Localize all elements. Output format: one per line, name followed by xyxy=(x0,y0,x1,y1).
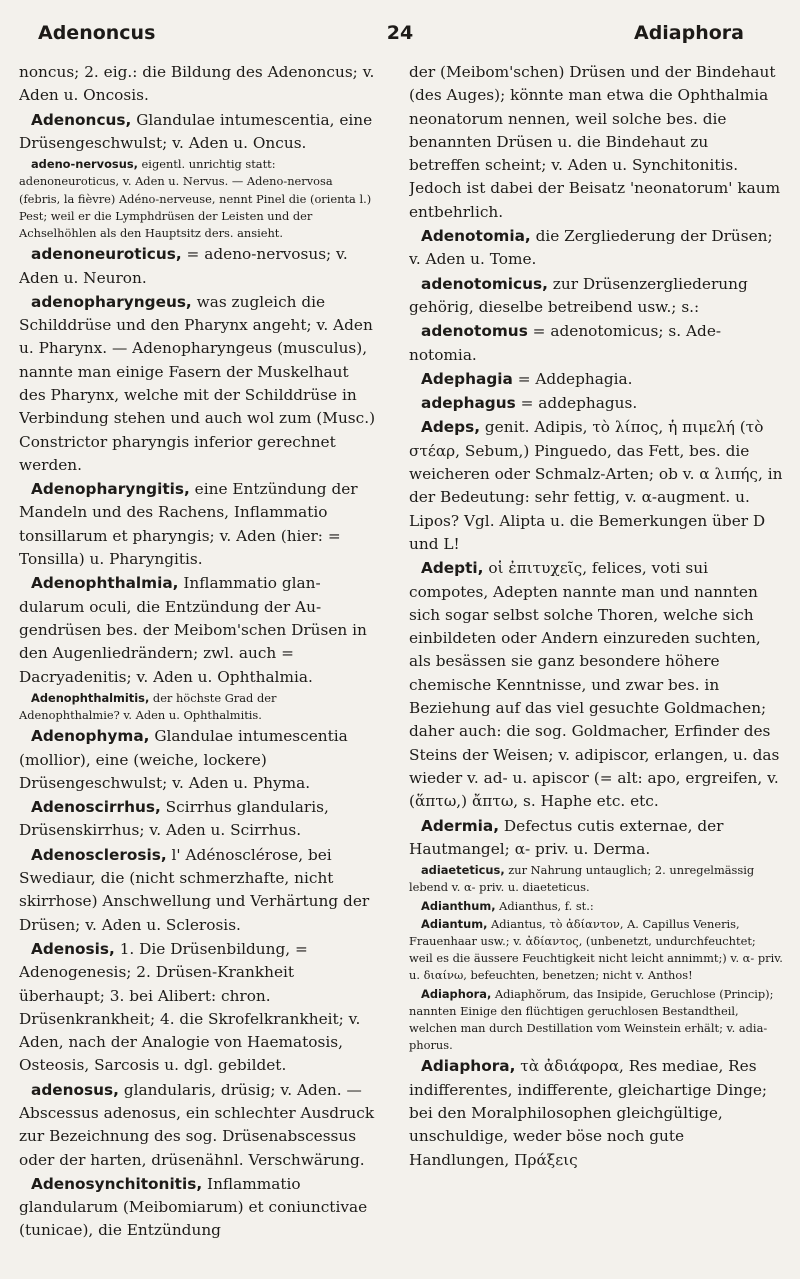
dictionary-entry xyxy=(19,844,377,937)
entry-text: der (Meibom'schen) Drüsen und der Bindehaut (des Auges); könnte man etwa die Ophthalmia neonatorum nennen, weil solche bes. die benannten Drüsen u. die Bindehaut zu betreffen scheint; v. Aden u. Synchitonitis. Jedoch ist dabei der Beisatz 'neonatorum' kaum entbehrlich. xyxy=(409,63,781,221)
entry-headword: Adeps, xyxy=(421,418,481,437)
entry-text: glandularis, drüsig; v. Aden. — Abscessus adenosus, ein schlechter Ausdruck zur Bezeichnung des sog. Drüsenabscessus oder der harten, drüsenähnl. Verschwärung. xyxy=(19,1080,375,1169)
entry-headword: Adenoscirrhus, xyxy=(31,798,161,817)
dictionary-entry xyxy=(409,862,783,896)
dictionary-entry xyxy=(19,938,377,1078)
entry-text: Adianthus, f. st.: xyxy=(495,898,594,913)
entry-text: l' Adénosclérose, bei Swediaur, die (nicht schmerzhafte, nicht skirrhose) Anschwellung und Verhärtung der Drüsen; v. Aden u. Sclerosis. xyxy=(19,845,370,934)
dictionary-entry xyxy=(409,392,783,415)
dictionary-entry xyxy=(19,796,377,843)
entry-text: οἱ ἐπιτυχεῖς, felices, voti sui compotes, Adepten nannte man und nannten sich sogar selbst solche Thoren, welche sich einbildeten oder Andern einzureden suchten, als besässen sie ganz besondere höhere chemische Kenntnisse, und zwar bes. in Beziehung auf das viel gesuchte Goldmachen; daher auch: die sog. Goldmacher, Erfinder des Steins der Weisen; v. adipiscor, erlangen, u. das wieder v. ad- u. apiscor (= alt: apo, ergreifen, v. (ἅπτω,) ἄπτω, s. Haphe etc. etc. xyxy=(409,559,780,811)
dictionary-entry xyxy=(409,368,783,391)
entry-text: die Zergliederung der Drüsen; v. Aden u. Tome. xyxy=(409,227,773,269)
entry-headword: adiaeteticus, xyxy=(421,863,505,878)
entry-text: der höchste Grad der Adenophthalmie? v. Aden u. Ophthalmitis. xyxy=(19,690,277,723)
entry-headword: Adenosclerosis, xyxy=(31,845,167,864)
entry-text: τὰ ἀδιάφορα, Res mediae, Res indifferentes, indifferente, gleichartige Dinge; bei den Moralphilosophen gleichgültige, unschuldige, weder böse noch gute Handlungen, Πράξεις xyxy=(409,1057,768,1169)
header-left-word: Adenoncus xyxy=(38,22,156,44)
entry-text: Adiaphŏrum, das Insipide, Geruchlose (Princip); nannten Einige den flüchtigen geruchlosen Bestandtheil, welchen man durch Destillation vom Weinstein erhält; v. adiaphorus. xyxy=(409,986,774,1053)
dictionary-entry xyxy=(19,61,377,108)
dictionary-entry xyxy=(19,243,377,290)
entry-text: zur Drüsenzergliederung gehörig, dieselbe betreibend usw.; s.: xyxy=(409,274,748,316)
dictionary-entry xyxy=(409,416,783,556)
entry-text: Glandulae intumescentia (mollior), eine (weiche, lockere) Drüsengeschwulst; v. Aden u. Phyma. xyxy=(19,727,348,792)
entry-text: Inflammatio glandularum oculi, die Entzündung der Augendrüsen bes. der Meibom'schen Drüsen in den Augenliedrändern; zwl. auch = Dacryadenitis; v. Aden u. Ophthalmia. xyxy=(19,574,367,686)
running-header xyxy=(0,22,800,56)
dictionary-entry xyxy=(409,273,783,320)
entry-headword: Adiantum, xyxy=(421,916,488,931)
entry-headword: adenosus, xyxy=(31,1080,119,1099)
entry-headword: Adenophthalmia, xyxy=(31,574,179,593)
entry-text: 1. Die Drüsenbildung, = Adenogenesis; 2. Drüsen-Krankheit überhaupt; 3. bei Alibert: chron. Drüsenkrankheit; 4. die Skrofelkrankheit; v. Aden, nach der Analogie von Haematosis, Osteosis, Sarcosis u. dgl. gebildet. xyxy=(19,939,361,1075)
right-column xyxy=(409,61,783,1271)
entry-text: Adiantus, τὸ ἀδίαντον, A. Capillus Veneris, Frauenhaar usw.; v. ἀδίαντος, (unbenetzt, undurchfeuchtet; weil es die äussere Feuchtigkeit nicht leicht annimmt;) v. α- priv. u. διαίνω, befeuchten, benetzen; nicht v. Anthos! xyxy=(409,916,783,983)
entry-headword: adenotomicus, xyxy=(421,274,548,293)
entry-headword: Adenotomia, xyxy=(421,227,531,246)
entry-text: Defectus cutis externae, der Hautmangel; α- priv. u. Derma. xyxy=(409,816,724,858)
entry-text: noncus; 2. eig.: die Bildung des Adenoncus; v. Aden u. Oncosis. xyxy=(19,63,375,105)
dictionary-entry xyxy=(409,898,783,915)
entry-headword: Adenoncus, xyxy=(31,110,132,129)
entry-text: genit. Adipis, τὸ λίπος, ἡ πιμελή (τὸ στέαρ, Sebum,) Pinguedo, das Fett, bes. die weicheren oder Schmalz-Arten; ob v. α λιπής, in der Bedeutung: sehr fettig, v. α-augment. u. Lipos? Vgl. Alipta u. die Bemerkungen über D und L! xyxy=(409,418,783,553)
entry-headword: adeno-nervosus, xyxy=(31,157,138,172)
entry-headword: adenopharyngeus, xyxy=(31,292,192,311)
dictionary-entry xyxy=(19,109,377,156)
entry-text: = addephagus. xyxy=(515,394,638,413)
dictionary-entry xyxy=(19,156,377,242)
entry-text: eigentl. unrichtig statt: adenoneuroticus, v. Aden u. Nervus. — Adeno-nervosa (febris, la fièvre) Adéno-nerveuse, nennt Pinel die (orienta l.) Pest; weil er die Lymphdrüsen der Leisten und der Achselhöhlen als den Hauptsitz ders. ansieht. xyxy=(19,157,372,240)
entry-headword: Adenosynchitonitis, xyxy=(31,1174,203,1193)
dictionary-entry xyxy=(19,478,377,571)
dictionary-entry xyxy=(409,557,783,813)
dictionary-entry xyxy=(409,815,783,862)
entry-text: Glandulae intumescentia, eine Drüsengeschwulst; v. Aden u. Oncus. xyxy=(19,110,373,152)
left-column xyxy=(19,61,377,1271)
entry-headword: Adenopharyngitis, xyxy=(31,480,190,499)
dictionary-entry xyxy=(19,572,377,688)
entry-headword: Adermia, xyxy=(421,816,500,835)
dictionary-entry xyxy=(409,61,783,224)
entry-text: Scirrhus glandularis, Drüsenskirrhus; v. Aden u. Scirrhus. xyxy=(19,798,329,840)
entry-text: zur Nahrung untauglich; 2. unregelmässig lebend v. α- priv. u. diaeteticus. xyxy=(409,863,755,895)
dictionary-entry xyxy=(19,690,377,724)
header-right-word: Adiaphora xyxy=(633,22,744,44)
entry-text: Inflammatio glandularum (Meibomiarum) et coniunctivae (tunicae), die Entzündung xyxy=(19,1174,368,1240)
entry-text: = adeno-nervosus; v. Aden u. Neuron. xyxy=(19,245,348,287)
entry-headword: Adepti, xyxy=(421,559,484,578)
entry-text: = Addephagia. xyxy=(512,369,633,388)
entry-headword: adephagus xyxy=(421,394,516,413)
dictionary-entry xyxy=(19,725,377,795)
dictionary-entry xyxy=(19,291,377,477)
page-number: 24 xyxy=(386,22,414,44)
entry-headword: Adenosis, xyxy=(31,939,115,958)
dictionary-entry xyxy=(409,1055,783,1171)
entry-headword: Adenophyma, xyxy=(31,727,150,746)
entry-headword: Adianthum, xyxy=(421,898,496,913)
entry-text: was zugleich die Schilddrüse und den Pharynx angeht; v. Aden u. Pharynx. — Adenopharyngeus (musculus), nannte man einige Fasern der Muskelhaut des Pharynx, welche mit der Schilddrüse in Verbindung stehen und auch wol zum (Musc.) Constrictor pharyngis inferior gerechnet werden. xyxy=(19,292,376,474)
dictionary-entry xyxy=(409,320,783,367)
entry-text: = adenotomicus; s. Adenotomia. xyxy=(409,322,722,364)
entry-headword: adenoneuroticus, xyxy=(31,245,182,264)
entry-text: eine Entzündung der Mandeln und des Rachens, Inflammatio tonsillarum et pharyngis; v. Aden (hier: = Tonsilla) u. Pharyngitis. xyxy=(19,480,358,569)
entry-headword: adenotomus xyxy=(421,322,528,341)
dictionary-entry xyxy=(19,1173,377,1243)
dictionary-entry xyxy=(409,916,783,985)
dictionary-entry xyxy=(19,1079,377,1172)
entry-headword: Adephagia xyxy=(421,369,513,388)
dictionary-entry xyxy=(409,225,783,272)
entry-headword: Adiaphora, xyxy=(421,986,492,1001)
entry-headword: Adiaphora, xyxy=(421,1057,516,1076)
entry-headword: Adenophthalmitis, xyxy=(31,690,150,705)
dictionary-entry xyxy=(409,986,783,1055)
